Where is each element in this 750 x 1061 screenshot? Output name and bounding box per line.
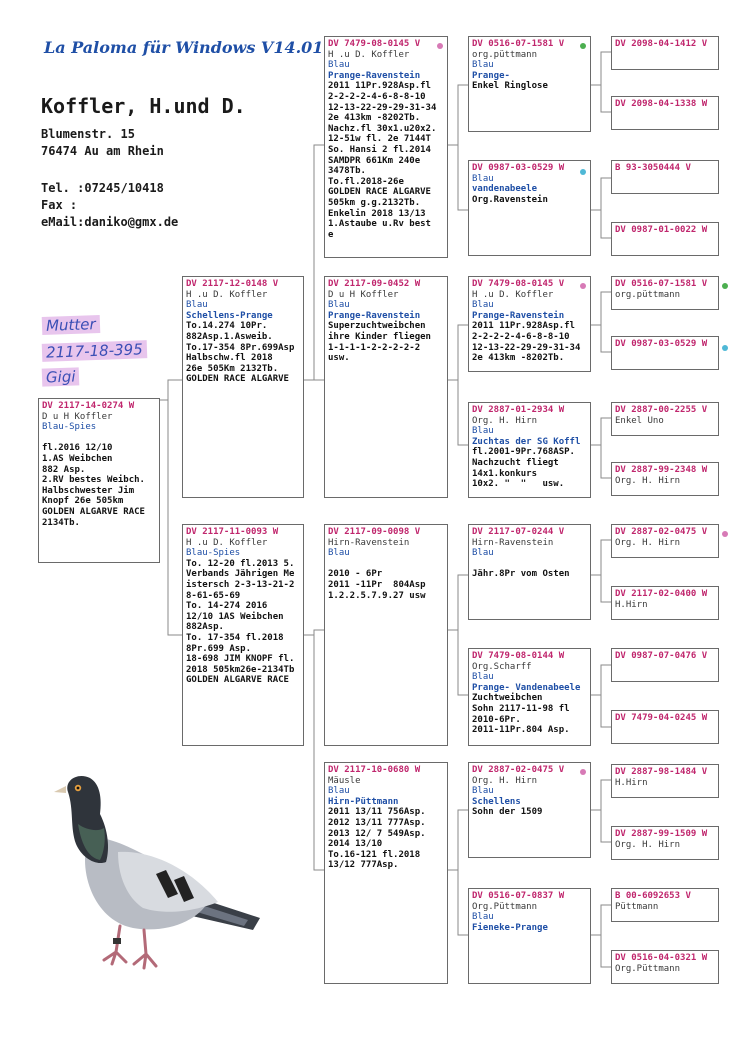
pigeon-card-gen5[interactable]	[611, 336, 719, 370]
performance-line: 1-1-1-1-2-2-2-2-2	[328, 342, 421, 353]
performance-line: 2011 11Pr.928Asp.fl	[328, 81, 431, 92]
performance-line: Halbschwester Jim	[42, 485, 135, 496]
ring-number: DV 2117-09-0452 W	[328, 279, 421, 289]
performance-line: 1.AS Weibchen	[42, 453, 113, 464]
plumage-color: Blau-Spies	[186, 548, 241, 559]
ring-number: DV 2887-02-0475 V	[472, 765, 565, 775]
pigeon-card-subject[interactable]	[38, 398, 160, 563]
breeder-name: Mäusle	[328, 775, 361, 786]
performance-line: Knopf 26e 505km	[42, 496, 124, 507]
breeder-name: Hirn-Ravenstein	[472, 537, 554, 548]
plumage-color: Blau	[472, 912, 494, 923]
performance-line: 3478Tb.	[328, 166, 366, 177]
pigeon-card-gen5[interactable]	[611, 648, 719, 682]
strain-name: Prange- Vandenabeele	[472, 682, 581, 693]
breeder-name: Org.Scharff	[472, 661, 532, 672]
owner-name: Koffler, H.und D.	[41, 94, 246, 118]
pigeon-card-gen5[interactable]	[611, 462, 719, 496]
marker-dot	[722, 531, 728, 537]
performance-line: 2010 - 6Pr	[328, 569, 383, 580]
strain-name: Fieneke-Prange	[472, 922, 548, 933]
performance-line: Sohn der 1509	[472, 807, 543, 818]
performance-line: So. Hansi 2 fl.2014	[328, 144, 431, 155]
performance-line	[328, 559, 444, 570]
pigeon-card-mmf[interactable]	[468, 762, 591, 858]
ring-number: DV 2098-04-1412 V	[615, 39, 708, 49]
strain-name: Prange-Ravenstein	[328, 310, 421, 321]
pigeon-card-fm[interactable]	[324, 276, 448, 498]
ring-number: DV 2887-99-2348 W	[615, 465, 708, 475]
marker-dot	[580, 769, 586, 775]
breeder-name: D u H Koffler	[328, 289, 399, 300]
ring-number: DV 7479-08-0145 V	[328, 39, 421, 49]
performance-line: 2014 13/10	[328, 839, 383, 850]
pigeon-card-gen5[interactable]	[611, 36, 719, 70]
performance-line: 18-698 JIM KNOPF fl.	[186, 654, 295, 665]
ring-number: DV 0516-07-1581 V	[615, 279, 708, 289]
pigeon-card-gen5[interactable]	[611, 586, 719, 620]
performance-line: e	[328, 229, 334, 240]
ring-number: DV 7479-08-0145 V	[472, 279, 565, 289]
breeder-name: Enkel Uno	[615, 415, 664, 426]
marker-dot	[580, 169, 586, 175]
performance-line: 2011 13/11 756Asp.	[328, 807, 426, 818]
owner-street: Blumenstr. 15	[41, 127, 135, 141]
performance-line: 2010-6Pr.	[472, 714, 521, 725]
performance-line: Nachzucht fliegt	[472, 457, 559, 468]
performance-line: GOLDEN RACE ALGARVE	[186, 374, 289, 385]
performance-line: To.fl.2018-26e	[328, 176, 404, 187]
performance-line: 2011 -11Pr 804Asp	[328, 579, 426, 590]
plumage-color: Blau	[472, 426, 494, 437]
plumage-color: Blau	[328, 548, 350, 559]
pigeon-card-ffm[interactable]	[468, 160, 591, 256]
owner-city: 76474 Au am Rhein	[41, 144, 164, 158]
ring-number: B 00-6092653 V	[615, 891, 691, 901]
ring-number: DV 2117-09-0098 V	[328, 527, 421, 537]
ring-number: DV 0987-03-0529 W	[615, 339, 708, 349]
marker-dot	[437, 43, 443, 49]
ring-number: DV 0987-03-0529 W	[472, 163, 565, 173]
performance-line: 2e 413km -8202Tb.	[472, 353, 565, 364]
performance-line: To. 17-354 fl.2018	[186, 632, 284, 643]
performance-line: 882 Asp.	[42, 464, 86, 475]
performance-line	[42, 433, 156, 444]
plumage-color: Blau	[186, 300, 208, 311]
ring-number: DV 0987-01-0022 W	[615, 225, 708, 235]
breeder-name: H .u D. Koffler	[328, 49, 410, 60]
performance-line: 882Asp.1.Asweib.	[186, 331, 273, 342]
performance-line: To. 14-274 2016	[186, 601, 268, 612]
performance-line: Verbands Jährigen Me	[186, 569, 295, 580]
strain-name: Hirn-Püttmann	[328, 796, 399, 807]
ring-number: DV 0516-04-0321 W	[615, 953, 708, 963]
performance-line: 26e 505Km 2132Tb.	[186, 363, 279, 374]
performance-line: 2011-11Pr.804 Asp.	[472, 725, 570, 736]
app-title: La Paloma für Windows V14.01	[44, 38, 324, 57]
performance-line: GOLDEN ALGARVE RACE	[42, 506, 145, 517]
strain-name: Prange-	[472, 70, 510, 81]
strain-name: Prange-Ravenstein	[472, 310, 565, 321]
plumage-color: Blau	[472, 548, 494, 559]
owner-email: eMail:daniko@gmx.de	[41, 215, 179, 229]
breeder-name: Hirn-Ravenstein	[328, 537, 410, 548]
performance-line: 14x1.konkurs	[472, 468, 538, 479]
breeder-name: Org. H. Hirn	[615, 475, 681, 486]
pigeon-card-gen5[interactable]	[611, 524, 719, 558]
breeder-name: H .u D. Koffler	[186, 537, 268, 548]
performance-line: 1.2.2.5.7.9.27 usw	[328, 590, 426, 601]
plumage-color: Blau	[472, 672, 494, 683]
performance-line: To.14.274 10Pr.	[186, 321, 268, 332]
performance-line: 2011 11Pr.928Asp.fl	[472, 321, 575, 332]
breeder-name: Org. H. Hirn	[615, 839, 681, 850]
ring-number: DV 2117-14-0274 W	[42, 401, 135, 411]
plumage-color: Blau	[472, 786, 494, 797]
performance-line: 2134Tb.	[42, 517, 80, 528]
performance-line: Halbschw.fl 2018	[186, 353, 273, 364]
strain-name: Schellens-Prange	[186, 310, 273, 321]
breeder-name: D u H Koffler	[42, 411, 113, 422]
breeder-name: org.püttmann	[615, 289, 681, 300]
performance-line: To.16-121 fl.2018	[328, 849, 421, 860]
performance-line: Sohn 2117-11-98 fl	[472, 703, 570, 714]
performance-line: Superzuchtweibchen	[328, 321, 426, 332]
pigeon-card-gen5[interactable]	[611, 950, 719, 984]
ring-number: DV 0987-07-0476 V	[615, 651, 708, 661]
plumage-color: Blau	[472, 173, 494, 184]
pigeon-card-mff[interactable]	[468, 524, 591, 620]
ring-number: DV 2117-11-0093 W	[186, 527, 279, 537]
plumage-color: Blau	[472, 300, 494, 311]
handwritten-note-ring: 2117-18-395	[42, 340, 147, 362]
performance-line: Enkel Ringlose	[472, 81, 548, 92]
strain-name: Schellens	[472, 796, 521, 807]
pigeon-card-fmf[interactable]	[468, 276, 591, 372]
performance-line: 8-61-65-69	[186, 590, 241, 601]
performance-line: To.17-354 8Pr.699Asp	[186, 342, 295, 353]
breeder-name: H.Hirn	[615, 599, 648, 610]
performance-line: GOLDEN ALGARVE RACE	[186, 675, 289, 686]
pigeon-card-gen5[interactable]	[611, 764, 719, 798]
ring-number: DV 2117-12-0148 V	[186, 279, 279, 289]
handwritten-note-mother: Mutter	[42, 315, 100, 335]
performance-line: Nachz.fl 30x1.u20x2.	[328, 123, 437, 134]
strain-name: Zuchtas der SG Koffl	[472, 436, 581, 447]
breeder-name: Püttmann	[615, 901, 659, 912]
breeder-name: Org.Püttmann	[472, 901, 538, 912]
breeder-name: Org. H. Hirn	[472, 415, 538, 426]
plumage-color: Blau	[328, 300, 350, 311]
pigeon-card-mother[interactable]	[182, 524, 304, 746]
performance-line: 12/10 1AS Weibchen	[186, 611, 284, 622]
performance-line: 2e 413km -8202Tb.	[328, 113, 421, 124]
ring-number: B 93-3050444 V	[615, 163, 691, 173]
pigeon-card-gen5[interactable]	[611, 276, 719, 310]
breeder-name: Org. H. Hirn	[615, 537, 681, 548]
breeder-name: Org.Püttmann	[615, 963, 681, 974]
plumage-color: Blau	[328, 60, 350, 71]
ring-number: DV 2887-02-0475 V	[615, 527, 708, 537]
pigeon-card-gen5[interactable]	[611, 402, 719, 436]
performance-line: 10x2. " " usw.	[472, 479, 565, 490]
ring-number: DV 2887-01-2934 W	[472, 405, 565, 415]
performance-line: 12-13-22-29-29-31-34	[472, 342, 581, 353]
marker-dot	[722, 345, 728, 351]
breeder-name: H .u D. Koffler	[472, 289, 554, 300]
plumage-color: Blau-Spies	[42, 422, 97, 433]
breeder-name: Org. H. Hirn	[472, 775, 538, 786]
pigeon-illustration	[48, 770, 263, 975]
strain-name: Prange-Ravenstein	[328, 70, 421, 81]
performance-line: Zuchtweibchen	[472, 693, 543, 704]
performance-line: Enkelin 2018 13/13	[328, 208, 426, 219]
pigeon-card-mfm[interactable]	[468, 648, 591, 746]
pigeon-card-mf[interactable]	[324, 524, 448, 746]
performance-line: istersch 2-3-13-21-2	[186, 579, 295, 590]
performance-line: 12-51w fl. 2e 7144T	[328, 134, 431, 145]
ring-number: DV 2117-02-0400 W	[615, 589, 708, 599]
performance-line	[472, 559, 587, 570]
performance-line: 13/12 777Asp.	[328, 860, 399, 871]
marker-dot	[722, 283, 728, 289]
ring-number: DV 2098-04-1338 W	[615, 99, 708, 109]
performance-line: fl.2016 12/10	[42, 443, 113, 454]
performance-line: To. 12-20 fl.2013 5.	[186, 558, 295, 569]
performance-line: 2018 505km26e-2134Tb	[186, 664, 295, 675]
performance-line: 2012 13/11 777Asp.	[328, 817, 426, 828]
pigeon-card-gen5[interactable]	[611, 96, 719, 130]
plumage-color: Blau	[472, 60, 494, 71]
handwritten-note-name: Gigi	[42, 367, 80, 386]
ring-number: DV 2887-00-2255 V	[615, 405, 708, 415]
ring-number: DV 2887-99-1509 W	[615, 829, 708, 839]
pigeon-card-fff[interactable]	[468, 36, 591, 132]
pigeon-card-mmm[interactable]	[468, 888, 591, 984]
pigeon-card-fmm[interactable]	[468, 402, 591, 498]
ring-number: DV 2117-07-0244 V	[472, 527, 565, 537]
performance-line: 8Pr.699 Asp.	[186, 643, 252, 654]
breeder-name: org.püttmann	[472, 49, 538, 60]
pigeon-card-gen5[interactable]	[611, 222, 719, 256]
performance-line: GOLDEN RACE ALGARVE	[328, 187, 431, 198]
performance-line: 2013 12/ 7 549Asp.	[328, 828, 426, 839]
performance-line: Jähr.8Pr vom Osten	[472, 569, 570, 580]
performance-line: 882Asp.	[186, 622, 224, 633]
pigeon-card-gen5[interactable]	[611, 710, 719, 744]
owner-phone: Tel. :07245/10418	[41, 181, 164, 195]
plumage-color: Blau	[328, 786, 350, 797]
performance-line: 505km g.g.2132Tb.	[328, 197, 421, 208]
performance-line: 2.RV bestes Weibch.	[42, 475, 145, 486]
pigeon-card-gen5[interactable]	[611, 160, 719, 194]
pigeon-card-father[interactable]	[182, 276, 304, 498]
marker-dot	[580, 43, 586, 49]
owner-fax: Fax :	[41, 198, 78, 212]
performance-line: 2-2-2-2-4-6-8-8-10	[328, 91, 426, 102]
performance-line: 12-13-22-29-29-31-34	[328, 102, 437, 113]
performance-line: Org.Ravenstein	[472, 194, 548, 205]
ring-number: DV 7479-08-0144 W	[472, 651, 565, 661]
ring-number: DV 2887-98-1484 V	[615, 767, 708, 777]
pigeon-card-gen5[interactable]	[611, 826, 719, 860]
pigeon-card-ff[interactable]	[324, 36, 448, 258]
performance-line: 2-2-2-2-4-6-8-8-10	[472, 331, 570, 342]
performance-line: SAMDPR 661Km 240e	[328, 155, 421, 166]
performance-line: fl.2001-9Pr.768ASP.	[472, 447, 575, 458]
ring-number: DV 0516-07-1581 V	[472, 39, 565, 49]
pigeon-card-gen5[interactable]	[611, 888, 719, 922]
ring-number: DV 0516-07-0837 W	[472, 891, 565, 901]
performance-line: ihre Kinder fliegen	[328, 331, 431, 342]
pigeon-card-mm[interactable]	[324, 762, 448, 984]
breeder-name: H.Hirn	[615, 777, 648, 788]
ring-number: DV 2117-10-0680 W	[328, 765, 421, 775]
performance-line: usw.	[328, 353, 350, 364]
breeder-name: H .u D. Koffler	[186, 289, 268, 300]
performance-line: 1.Astaube u.Rv best	[328, 219, 431, 230]
strain-name: vandenabeele	[472, 184, 538, 195]
marker-dot	[580, 283, 586, 289]
ring-number: DV 7479-04-0245 W	[615, 713, 708, 723]
